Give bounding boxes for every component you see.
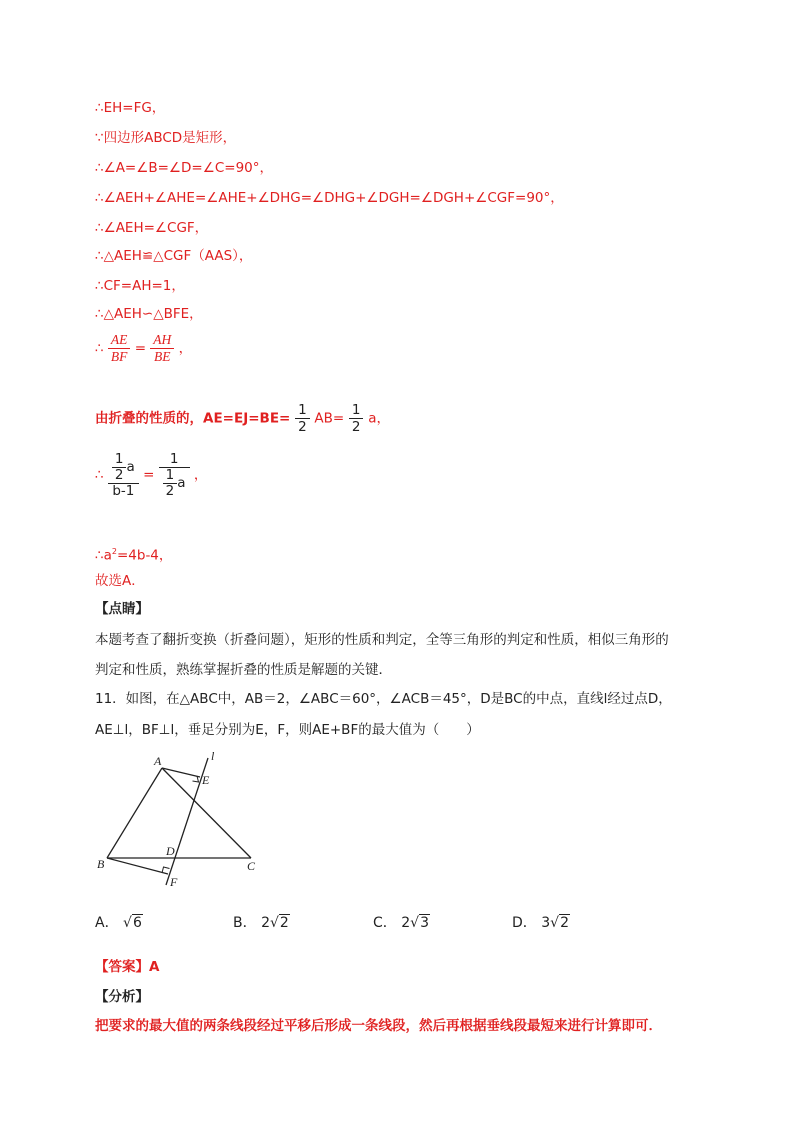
fraction-denominator: b-1 [108, 483, 139, 499]
label-d: D [166, 844, 175, 858]
option-letter: A． [95, 915, 119, 931]
radical-sign-icon: √ [550, 915, 560, 931]
fraction-denominator: 2 [295, 418, 310, 435]
question-line-1: 11．如图，在△ABC中，AB＝2，∠ABC＝60°，∠ACB＝45°，D是BC的中点，直线l经过点D， [95, 691, 672, 707]
label-a: A [154, 754, 162, 768]
radicand: 2 [279, 915, 289, 931]
solution-line-13: 故选A． [95, 573, 145, 589]
comma: ， [178, 340, 193, 357]
fraction-numerator: AH [153, 332, 172, 347]
radicand: 2 [560, 915, 569, 931]
option-letter: B． [233, 915, 257, 931]
option-letter: C． [373, 915, 397, 931]
option-a[interactable] [95, 912, 143, 932]
fraction-numerator: AE [110, 332, 128, 347]
fold-end: a， [368, 410, 390, 427]
fraction-one-half [163, 468, 178, 499]
equation-rest: =4b-4， [116, 547, 173, 564]
right-angle-e [193, 776, 199, 782]
comment-paragraph-line-2: 判定和性质，熟练掌握折叠的性质是解题的关键． [95, 662, 392, 678]
fraction-right [159, 452, 190, 499]
segment-ae [162, 768, 200, 777]
label-c: C [247, 859, 256, 873]
option-coefficient: 3 [541, 915, 551, 931]
therefore-symbol: ∴ [95, 340, 104, 357]
sqrt-expression [550, 915, 570, 931]
equals-sign: = [134, 340, 146, 357]
fraction-one-half [349, 402, 364, 435]
label-b: B [97, 857, 105, 871]
option-d[interactable] [512, 912, 570, 932]
fraction-denominator: 2 [349, 418, 364, 435]
solution-line-7: ∴CF=AH=1， [95, 278, 185, 294]
option-letter: D． [512, 915, 537, 931]
fraction-ah-be [150, 332, 174, 365]
solution-line-4: ∴∠AEH+∠AHE=∠AHE+∠DHG=∠DHG+∠DGH=∠DGH+∠CGF=90°， [95, 190, 564, 206]
analysis-heading: 【分析】 [95, 989, 149, 1005]
radical-sign-icon: √ [269, 915, 279, 931]
fraction-numerator: 1 [298, 402, 307, 418]
variable-a: a [126, 459, 135, 475]
option-coefficient: 2 [261, 915, 270, 931]
analysis-text: 把要求的最大值的两条线段经过平移后形成一条线段，然后再根据垂线段最短来进行计算即可． [95, 1018, 662, 1034]
solution-ratio-line [95, 332, 192, 365]
fraction-denominator: 2 [163, 483, 178, 499]
comma: ， [193, 467, 208, 483]
fraction-denominator: BF [108, 348, 131, 365]
solution-line-3: ∴∠A=∠B=∠D=∠C=90°， [95, 160, 273, 176]
option-b[interactable] [233, 912, 290, 932]
fraction-left [108, 452, 139, 499]
fraction-numerator: 1 [114, 451, 124, 467]
sqrt-expression [410, 915, 430, 931]
fraction-denominator [159, 467, 190, 499]
answer-label: 【答案】A [95, 959, 160, 975]
fraction-numerator: 1 [169, 451, 179, 467]
question-line-2: AE⊥l，BF⊥l，垂足分别为E，F，则AE+BF的最大值为（ ） [95, 722, 480, 738]
radicand: 6 [132, 915, 142, 931]
label-e: E [202, 773, 210, 787]
fraction-denominator: 2 [112, 467, 127, 483]
a-base: ∴a [95, 547, 112, 564]
variable-a: a [177, 475, 186, 491]
sqrt-expression [123, 915, 143, 931]
fraction-ae-bf [108, 332, 131, 365]
segment-bf [107, 858, 168, 874]
fraction-one-half [112, 452, 127, 483]
solution-line-5: ∴∠AEH=∠CGF， [95, 220, 209, 236]
solution-line-6: ∴△AEH≌△CGF（AAS）， [95, 248, 253, 264]
fraction-numerator: 1 [165, 467, 175, 483]
comment-heading: 【点睛】 [95, 601, 149, 617]
segment-ab [107, 768, 162, 858]
triangle-figure [90, 750, 280, 895]
fraction-numerator [108, 452, 139, 483]
label-f: F [170, 875, 178, 889]
solution-line-12 [95, 543, 172, 565]
label-l: l [211, 750, 215, 763]
option-c[interactable] [373, 912, 430, 932]
radicand: 3 [420, 915, 429, 931]
exponent: 2 [111, 547, 117, 556]
comment-paragraph-line-1: 本题考查了翻折变换（折叠问题），矩形的性质和判定，全等三角形的判定和性质，相似三角形的 [95, 632, 669, 648]
therefore-symbol: ∴ [95, 467, 104, 483]
radical-sign-icon: √ [123, 915, 132, 931]
fold-text: 由折叠的性质的，AE=EJ=BE= [95, 410, 291, 427]
fraction-numerator: 1 [351, 402, 361, 418]
equals-sign: = [143, 467, 155, 483]
solution-line-2: ∵四边形ABCD是矩形， [95, 130, 237, 146]
solution-line-8: ∴△AEH∽△BFE， [95, 306, 203, 322]
fold-mid: AB= [314, 410, 345, 427]
option-coefficient: 2 [401, 915, 411, 931]
fraction-denominator: BE [150, 348, 174, 365]
radical-sign-icon: √ [410, 915, 420, 931]
solution-line-1: ∴EH=FG， [95, 100, 166, 116]
sqrt-expression [270, 915, 290, 931]
solution-fold-line [95, 402, 390, 435]
solution-complex-fraction-line [95, 452, 207, 499]
fraction-one-half [295, 402, 310, 435]
